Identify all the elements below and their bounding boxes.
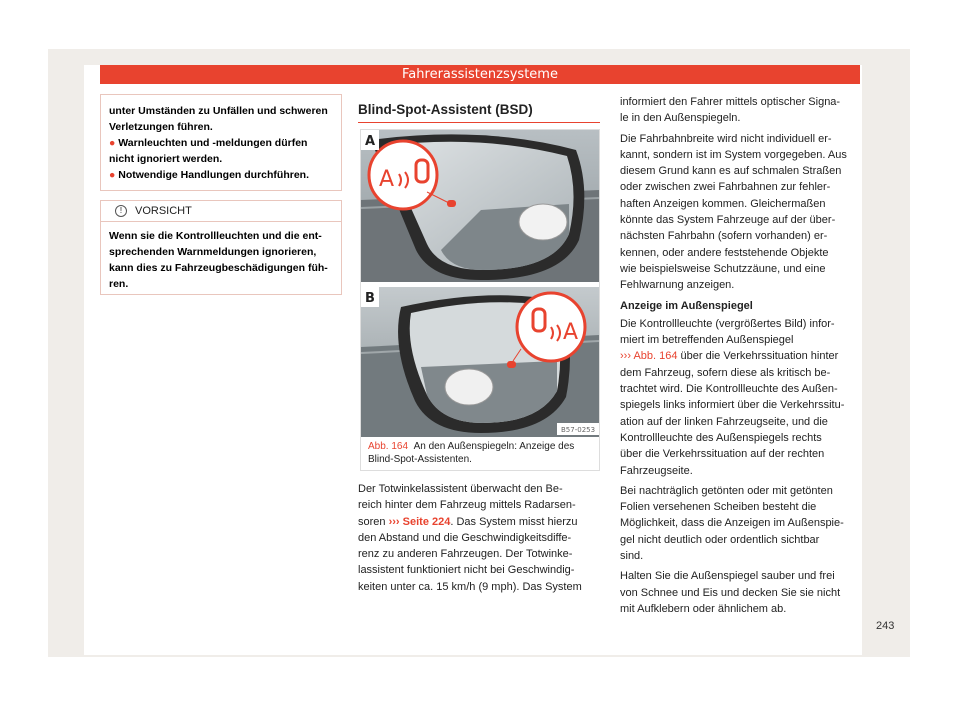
bullet-icon: ● [109, 169, 116, 181]
text-line: Die Kontrollleuchte (vergrößertes Bild) infor- [620, 317, 835, 330]
warning-line: unter Umständen zu Unfällen und schweren [109, 105, 328, 117]
figure-ref: Abb. 164 [368, 441, 409, 452]
warning-line: Verletzungen führen. [109, 121, 213, 133]
text-line: informiert den Fahrer mittels optischer Signa- [620, 96, 841, 108]
text-line: keiten unter ca. 15 km/h (9 mph). Das System [358, 580, 582, 593]
text-line: Der Totwinkelassistent überwacht den Be- [358, 483, 563, 495]
warning-bullet: Warnleuchten und -meldungen dürfen [118, 137, 308, 149]
caption-text: Blind-Spot-Assistenten. [368, 454, 472, 465]
text-line: Möglichkeit, dass die Anzeigen im Außenspie- [620, 517, 844, 530]
text-line: Kontrollleuchte des Außenspiegels rechts [620, 431, 822, 444]
text-line: sind. [620, 550, 644, 563]
text-line: von Schnee und Eis und decken Sie sie nicht [620, 586, 841, 599]
text-line: ation auf der linken Fahrzeugseite, und die [620, 415, 828, 428]
paragraph-2 [620, 131, 865, 294]
paragraph-1 [620, 94, 865, 127]
text-line: über die Verkehrssituation auf der rechten [620, 448, 825, 461]
text-line: kannt, sondern ist im System vorgegeben. Aus [620, 148, 847, 161]
text-line: Bei nachträglich getönten oder mit getönten [620, 484, 833, 497]
caution-line: kann dies zu Fahrzeugbeschädigungen füh- [109, 262, 328, 274]
text-line: Fehlwarnung anzeigen. [620, 279, 735, 292]
exclamation-circle-icon: ! [115, 205, 127, 217]
caution-line: sprechenden Warnmeldungen ignorieren, [109, 246, 317, 258]
text-line: nächsten Fahrbahn (sofern vorhanden) er- [620, 230, 828, 243]
text-line: könnte das System Fahrzeuge auf der über- [620, 214, 836, 227]
text-line: haften Anzeigen kommen. Gleichermaßen [620, 197, 826, 210]
icon-letter: A [379, 167, 395, 192]
text-line: den Abstand und die Geschwindigkeitsdiffe- [358, 531, 572, 544]
mirror-illustration-a [361, 130, 599, 282]
figure-caption [368, 440, 596, 466]
caution-line: Wenn sie die Kontrollleuchten und die ent- [109, 230, 322, 242]
text-line: le in den Außenspiegeln. [620, 112, 741, 125]
page-number: 243 [876, 620, 895, 632]
mirror-illustration-b [361, 287, 599, 437]
text-line: oder zwischen zwei Fahrbahnen zur fehler- [620, 181, 831, 194]
chapter-header: Fahrerassistenzsysteme [100, 65, 860, 84]
text-line: mit Aufklebern oder ähnlichem ab. [620, 602, 787, 615]
warning-box [100, 94, 342, 191]
paragraph-5 [620, 568, 865, 617]
text-line: miert im betreffenden Außenspiegel [620, 334, 794, 347]
figure-label-b: B [365, 291, 375, 306]
text-line: reich hinter dem Fahrzeug mittels Radarsen- [358, 499, 576, 512]
paragraph-3 [620, 316, 865, 479]
bullet-icon: ● [109, 137, 116, 149]
warning-bullet: nicht ignoriert werden. [109, 153, 223, 165]
text-line: lassistent funktioniert nicht bei Geschwindig- [358, 564, 575, 577]
caution-box [100, 200, 342, 295]
figure-ref-link[interactable]: ››› Abb. 164 [620, 350, 678, 363]
page-ref-link[interactable]: ››› Seite 224 [388, 515, 451, 528]
subheading: Anzeige im Außenspiegel [620, 299, 753, 312]
section-divider [358, 122, 600, 123]
middle-paragraph: Der Totwinkelassistent überwacht den Be- reich hinter dem Fahrzeug mittels Radarsen- soren ››› Seite 224. Das System misst hierzu den Abstand und die Geschwindigkeitsdiffe- renz zu anderen Fahrzeugen. Der Totwinke- lassistent funktioniert nicht bei Geschwindig- keiten unter ca. 15 km/h (9 mph). Das System [358, 483, 582, 593]
section-title: Blind-Spot-Assistent (BSD) [358, 102, 533, 117]
right-column [620, 94, 865, 617]
text-line: Das System misst hierzu [456, 515, 578, 528]
paragraph-4 [620, 483, 865, 564]
text-line: soren [358, 515, 386, 528]
caution-title: VORSICHT [135, 205, 192, 217]
caution-line: ren. [109, 278, 129, 290]
text-line: kennen, oder andere feststehende Objekte [620, 246, 829, 259]
text-line: spiegels links informiert über die Verkehrssitu- [620, 399, 845, 412]
figure-code: B57-0253 [561, 426, 596, 434]
text-line: dem Fahrzeug, sofern diese als kritisch be- [620, 366, 831, 379]
caption-text: An den Außenspiegeln: Anzeige des [413, 441, 575, 452]
text-line: diesem Grund kann es auf schmalen Straßen [620, 165, 842, 178]
caution-text [101, 222, 341, 298]
text-line: gel nicht deutlich oder ordentlich sichtbar [620, 533, 820, 546]
figure-label-a: A [365, 134, 376, 149]
text-line: Halten Sie die Außenspiegel sauber und frei [620, 570, 835, 583]
icon-letter: A [563, 320, 579, 345]
warning-bullet: Notwendige Handlungen durchführen. [118, 169, 310, 181]
caution-header [101, 201, 341, 222]
text-line: Fahrzeugseite. [620, 464, 693, 477]
text-line: über die Verkehrssituation hinter [677, 350, 839, 363]
text-line: renz zu anderen Fahrzeugen. Der Totwinke- [358, 548, 573, 561]
text-line: Die Fahrbahnbreite wird nicht individuell er- [620, 132, 832, 145]
text-line: wie beispielsweise Schutzzäune, und eine [620, 262, 826, 275]
text-line: trachtet wird. Die Kontrollleuchte des Außen- [620, 383, 838, 396]
text-line: Folien versehenen Scheiben besteht die [620, 501, 817, 514]
